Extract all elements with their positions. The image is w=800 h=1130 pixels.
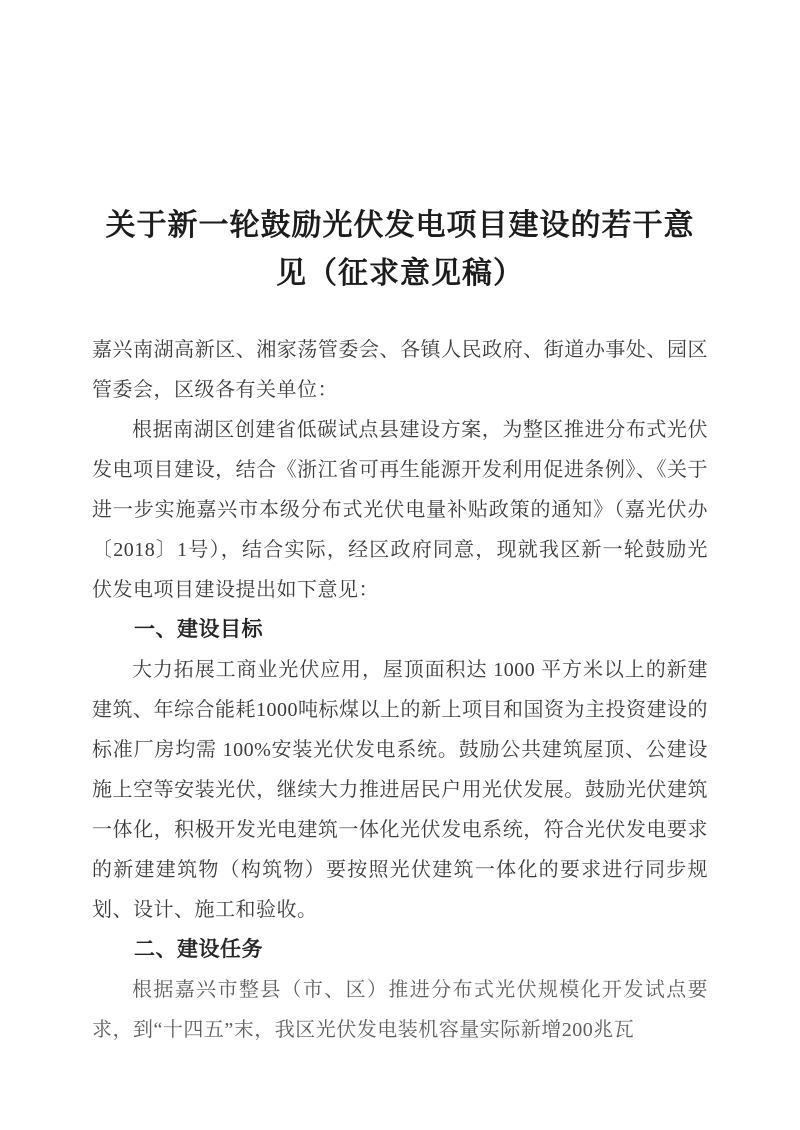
section-heading-construction-goals: 一、建设目标 xyxy=(134,618,263,641)
document-body xyxy=(92,330,708,1050)
intro-paragraph: 根据南湖区创建省低碳试点县建设方案，为整区推进分布式光伏发电项目建设，结合《浙江省可再生能源开发利用促进条例》、《关于进一步实施嘉兴市本级分布式光伏电量补贴政策的通知》（嘉光伏办〔2018〕1号），结合实际，经区政府同意，现就我区新一轮鼓励光伏发电项目建设提出如下意见： xyxy=(92,419,708,601)
section-heading-construction-tasks: 二、建设任务 xyxy=(134,938,263,961)
document-title: 关于新一轮鼓励光伏发电项目建设的若干意见（征求意见稿） xyxy=(105,209,695,290)
construction-goals-paragraph: 大力拓展工商业光伏应用，屋顶面积达 1000 平方米以上的新建建筑、年综合能耗1000吨标煤以上的新上项目和国资为主投资建设的标准厂房均需 100%安装光伏发电系统。鼓励公共建筑屋顶、公建设施上空等安装光伏，继续大力推进居民户用光伏发展。鼓励光伏建筑一体化，积极开发光电建筑一体化光伏发电系统，符合光伏发电要求的新建建筑物（构筑物）要按照光伏建筑一体化的要求进行同步规划、设计、施工和验收。 xyxy=(92,659,708,921)
construction-tasks-paragraph: 根据嘉兴市整县（市、区）推进分布式光伏规模化开发试点要求，到“十四五”末，我区光伏发电装机容量实际新增200兆瓦 xyxy=(92,979,708,1041)
salutation-line: 嘉兴南湖高新区、湘家荡管委会、各镇人民政府、街道办事处、园区管委会，区级各有关单位： xyxy=(92,339,708,401)
